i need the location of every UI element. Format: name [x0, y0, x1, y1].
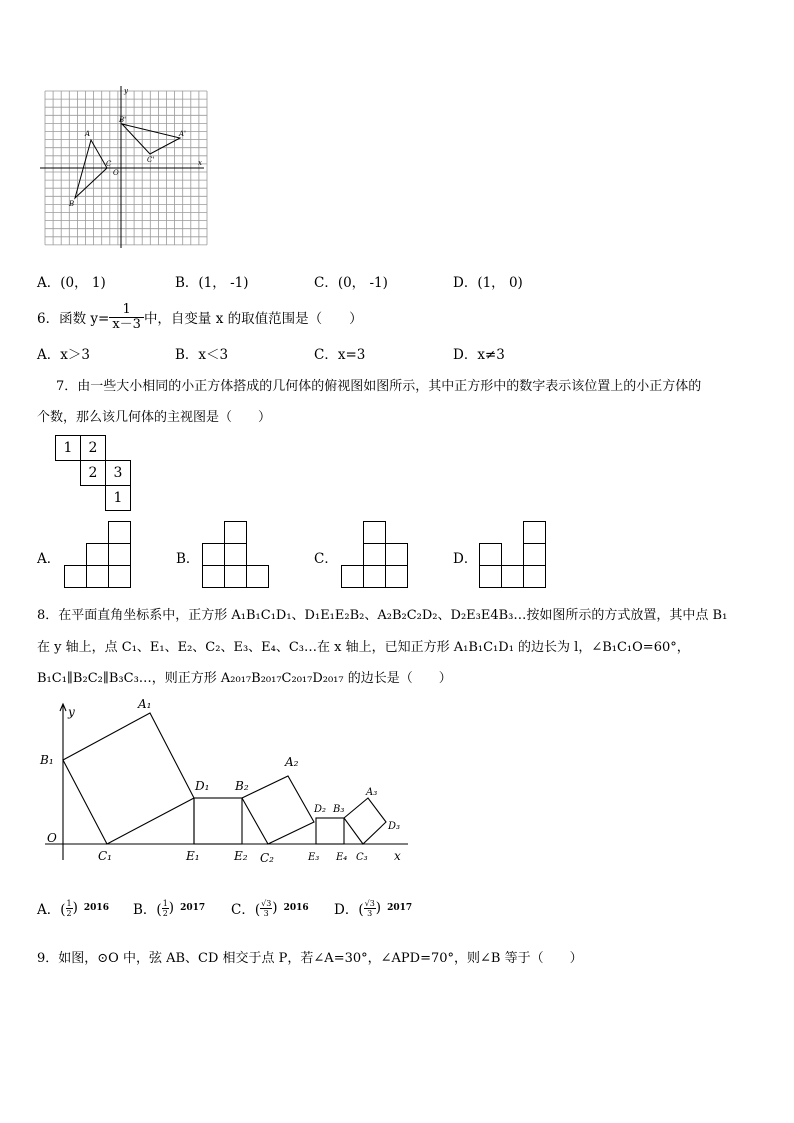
q8-line-3: B₁C₁∥B₂C₂∥B₃C₃…，则正方形 A₂₀₁₇B₂₀₁₇C₂₀₁₇D₂₀₁₇ 的边长是（ ）	[37, 671, 452, 686]
q6-prefix: 6．函数 y=	[37, 311, 110, 327]
q8-label-x: x	[394, 849, 401, 863]
q8-figure	[30, 692, 420, 867]
q8-option-b-close: )	[168, 900, 175, 916]
q8-option-d-close: )	[375, 900, 382, 916]
q5-option-a: A．(0， 1)	[37, 275, 106, 291]
q6-option-d: D．x≠3	[453, 347, 505, 363]
q5-option-d: D．(1， 0)	[453, 275, 523, 291]
q6-option-c: C．x=3	[314, 347, 366, 363]
q8-option-b-label: B．(	[133, 902, 162, 918]
q8-line-1: 8．在平面直角坐标系中，正方形 A₁B₁C₁D₁、D₁E₁E₂B₂、A₂B₂C₂D₂、D₂E₃E4B₃…按如图所示的方式放置，其中点 B₁	[37, 608, 728, 623]
q8-label-e3: E₃	[308, 852, 320, 863]
q6-suffix: 中，自变量 x 的取值范围是（ ）	[143, 311, 363, 327]
q6-option-b: B．x＜3	[175, 347, 229, 363]
q8-label-b2: B₂	[235, 779, 249, 793]
q8-label-y: y	[68, 705, 75, 719]
q8-label-c3: C₃	[356, 852, 368, 863]
q7-option-c-label: C．	[314, 551, 338, 567]
q8-option-b-num: 1	[162, 898, 168, 908]
q7-option-b-figure	[201, 520, 273, 592]
q8-option-a-frac	[66, 899, 73, 918]
q7-cell-2: 2	[80, 435, 106, 461]
q8-label-e4: E₄	[336, 852, 348, 863]
q5-label-c-prime: C'	[147, 156, 155, 164]
q5-option-c: C．(0， -1)	[314, 275, 388, 291]
q8-option-c-exp: 2016	[283, 903, 309, 913]
q6-question	[37, 297, 363, 337]
q8-option-b-exp: 2017	[180, 903, 206, 913]
q8-option-a-den: 2	[66, 908, 72, 918]
q8-option-d-frac	[364, 899, 376, 918]
q5-label-a-prime: A'	[179, 130, 186, 138]
q8-label-o: O	[47, 831, 57, 845]
q7-line-1: 7．由一些大小相同的小正方体搭成的几何体的俯视图如图所示，其中正方形中的数字表示该位置上的小正方体的	[56, 379, 702, 394]
q7-option-a-label: A．	[37, 551, 61, 567]
q8-option-c-close: )	[272, 900, 278, 916]
q5-grid-figure	[40, 86, 210, 250]
q5-label-a: A	[85, 130, 91, 138]
q9-question: 9．如图，⊙O 中，弦 AB、CD 相交于点 P，若∠A=30°，∠APD=70°，则∠B 等于（ ）	[37, 951, 583, 966]
q8-option-c-frac	[260, 899, 272, 918]
q8-label-d2: D₂	[314, 804, 327, 815]
q8-option-d-exp: 2017	[387, 903, 413, 913]
q6-frac-den: x－3	[112, 316, 141, 332]
q8-option-c-num: √3	[261, 898, 272, 908]
q7-option-d-figure	[478, 520, 550, 592]
q5-label-y: y	[124, 87, 128, 95]
q8-option-d-label: D．(	[334, 902, 364, 918]
q5-label-b-prime: B'	[119, 116, 127, 124]
q5-label-c: C	[106, 160, 112, 168]
q8-label-c2: C₂	[260, 851, 274, 865]
q8-option-d-den: 3	[367, 908, 373, 918]
q5-option-b: B．(1， -1)	[175, 275, 249, 291]
q7-cell-4: 3	[105, 460, 131, 486]
q7-cell-5: 1	[105, 485, 131, 511]
q8-option-c-label: C．(	[231, 902, 261, 918]
q8-label-d3: D₃	[388, 821, 401, 832]
q8-option-c	[231, 898, 309, 918]
q8-option-a-close: )	[72, 900, 78, 916]
q5-label-b: B	[69, 200, 75, 208]
q5-label-x: x	[198, 159, 202, 167]
q8-option-b-den: 2	[162, 908, 168, 918]
q8-option-d	[334, 898, 412, 918]
q8-label-a3: A₃	[366, 787, 378, 798]
q8-label-c1: C₁	[98, 849, 112, 863]
q8-label-b3: B₃	[333, 804, 345, 815]
q7-option-c-figure	[340, 520, 412, 592]
q6-fraction	[109, 303, 144, 332]
q7-option-b-label: B．	[176, 551, 200, 567]
q8-option-a-exp: 2016	[83, 903, 109, 913]
q8-label-e1: E₁	[186, 849, 200, 863]
q8-label-e2: E₂	[234, 849, 248, 863]
q5-label-o: O	[113, 169, 119, 177]
q7-cell-1: 1	[55, 435, 81, 461]
q7-cell-3: 2	[80, 460, 106, 486]
q8-option-b-frac	[162, 899, 169, 918]
q8-label-a2: A₂	[285, 755, 299, 769]
q6-option-a: A．x＞3	[37, 347, 90, 363]
q8-option-b	[133, 898, 205, 918]
q8-option-d-num: √3	[364, 898, 375, 908]
q7-option-d-label: D．	[453, 551, 478, 567]
q8-option-c-den: 3	[263, 908, 269, 918]
q8-line-2: 在 y 轴上，点 C₁、E₁、E₂、C₂、E₃、E₄、C₃…在 x 轴上，已知正方形 A₁B₁C₁D₁ 的边长为 l，∠B₁C₁O=60°，	[37, 640, 690, 655]
q8-label-b1: B₁	[40, 753, 54, 767]
q8-label-a1: A₁	[138, 697, 152, 711]
q6-frac-num: 1	[109, 303, 144, 318]
q8-option-a-label: A．(	[37, 902, 66, 918]
q8-label-d1: D₁	[195, 779, 210, 793]
q7-line-2: 个数，那么该几何体的主视图是（ ）	[37, 410, 272, 425]
q7-option-a-figure	[63, 520, 135, 592]
q8-option-a-num: 1	[66, 898, 72, 908]
q8-option-a	[37, 898, 109, 918]
